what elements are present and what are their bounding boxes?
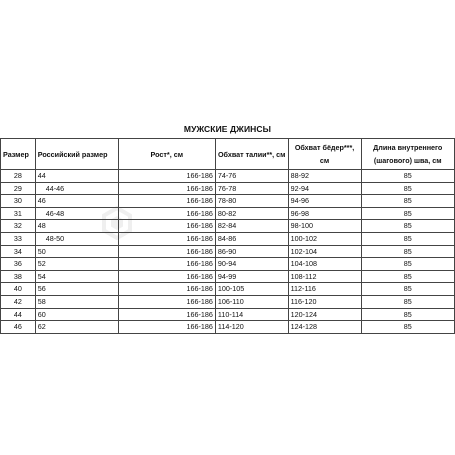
header-height: Рост*, см [118,139,215,170]
header-hip: Обхват бёдер***, см [288,139,361,170]
cell-inseam: 85 [361,283,455,296]
cell-size: 44 [1,308,36,321]
cell-russian-size: 48-50 [35,232,118,245]
cell-height: 166-186 [118,195,215,208]
cell-size: 34 [1,245,36,258]
cell-inseam: 85 [361,308,455,321]
cell-waist: 76-78 [215,182,288,195]
cell-inseam: 85 [361,258,455,271]
cell-waist: 106-110 [215,295,288,308]
cell-hip: 100-102 [288,232,361,245]
cell-inseam: 85 [361,170,455,183]
cell-size: 30 [1,195,36,208]
cell-size: 42 [1,295,36,308]
header-size: Размер [1,139,36,170]
cell-size: 28 [1,170,36,183]
cell-size: 29 [1,182,36,195]
cell-hip: 108-112 [288,270,361,283]
cell-inseam: 85 [361,182,455,195]
cell-hip: 92-94 [288,182,361,195]
cell-height: 166-186 [118,170,215,183]
cell-size: 33 [1,232,36,245]
cell-russian-size: 50 [35,245,118,258]
cell-waist: 74-76 [215,170,288,183]
cell-russian-size: 56 [35,283,118,296]
table-row [1,308,455,321]
table-row [1,207,455,220]
cell-russian-size: 48 [35,220,118,233]
table-header-row [1,139,455,170]
cell-hip: 102-104 [288,245,361,258]
cell-inseam: 85 [361,207,455,220]
cell-inseam: 85 [361,270,455,283]
cell-russian-size: 62 [35,321,118,334]
table-row [1,283,455,296]
page-title: МУЖСКИЕ ДЖИНСЫ [183,124,272,134]
table-row [1,270,455,283]
table-row [1,220,455,233]
table-row [1,295,455,308]
cell-height: 166-186 [118,270,215,283]
cell-height: 166-186 [118,220,215,233]
cell-size: 40 [1,283,36,296]
header-russian-size: Российский размер [35,139,118,170]
table-row [1,182,455,195]
cell-waist: 110-114 [215,308,288,321]
cell-height: 166-186 [118,182,215,195]
cell-inseam: 85 [361,295,455,308]
cell-height: 166-186 [118,308,215,321]
cell-hip: 98-100 [288,220,361,233]
header-waist: Обхват талии**, см [215,139,288,170]
table-row [1,170,455,183]
cell-size: 32 [1,220,36,233]
cell-size: 31 [1,207,36,220]
table-row [1,245,455,258]
cell-inseam: 85 [361,321,455,334]
cell-waist: 100-105 [215,283,288,296]
cell-size: 46 [1,321,36,334]
cell-waist: 80-82 [215,207,288,220]
cell-size: 38 [1,270,36,283]
cell-russian-size: 54 [35,270,118,283]
cell-waist: 78-80 [215,195,288,208]
cell-inseam: 85 [361,232,455,245]
cell-height: 166-186 [118,283,215,296]
cell-inseam: 85 [361,220,455,233]
cell-hip: 116-120 [288,295,361,308]
table-row [1,232,455,245]
cell-waist: 84-86 [215,232,288,245]
header-inseam: Длина внутреннего (шагового) шва, см [361,139,455,170]
cell-hip: 94-96 [288,195,361,208]
cell-waist: 90-94 [215,258,288,271]
cell-russian-size: 52 [35,258,118,271]
cell-russian-size: 58 [35,295,118,308]
cell-waist: 82-84 [215,220,288,233]
cell-inseam: 85 [361,245,455,258]
cell-hip: 104-108 [288,258,361,271]
table-row [1,258,455,271]
cell-inseam: 85 [361,195,455,208]
cell-waist: 86-90 [215,245,288,258]
cell-height: 166-186 [118,258,215,271]
cell-russian-size: 60 [35,308,118,321]
cell-hip: 96-98 [288,207,361,220]
cell-size: 36 [1,258,36,271]
cell-height: 166-186 [118,207,215,220]
cell-russian-size: 46-48 [35,207,118,220]
cell-russian-size: 44 [35,170,118,183]
table-row [1,195,455,208]
cell-height: 166-186 [118,321,215,334]
cell-height: 166-186 [118,295,215,308]
cell-hip: 88-92 [288,170,361,183]
cell-height: 166-186 [118,232,215,245]
cell-hip: 112-116 [288,283,361,296]
size-chart-table [0,138,455,334]
cell-height: 166-186 [118,245,215,258]
cell-hip: 120-124 [288,308,361,321]
cell-waist: 94-99 [215,270,288,283]
cell-hip: 124-128 [288,321,361,334]
cell-russian-size: 44-46 [35,182,118,195]
table-row [1,321,455,334]
cell-russian-size: 46 [35,195,118,208]
cell-waist: 114-120 [215,321,288,334]
